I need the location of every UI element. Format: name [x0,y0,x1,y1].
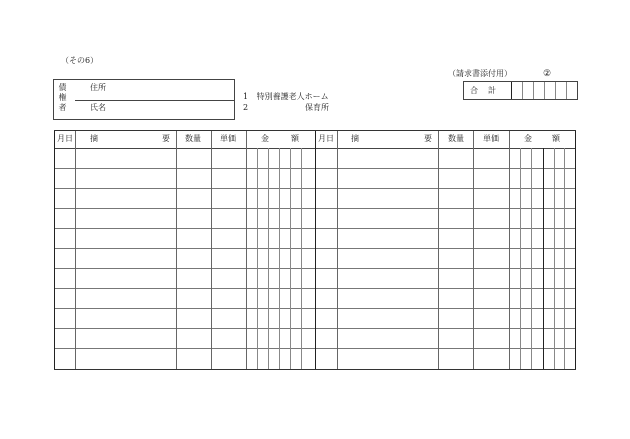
column-line [75,131,76,369]
digit-line [279,148,280,369]
header-date: 月日 [318,134,334,143]
creditor-label-char: 権 [58,93,67,102]
creditor-divider [75,100,234,101]
total-label-right: 計 [488,86,496,95]
header-amount-left: 金 [524,134,532,143]
header-quantity: 数量 [448,134,464,143]
entries-table [54,130,576,370]
total-digit-line [544,82,545,99]
digit-line-thousands [543,148,544,369]
total-digit-line [566,82,567,99]
column-line [246,131,247,369]
creditor-label [58,83,67,113]
facility-type-number: 1 [243,92,249,101]
header-unit-price: 単価 [220,134,236,143]
table-center-divider [315,131,316,369]
creditor-label-char: 債 [58,83,67,92]
facility-type-text: 保育所 [305,103,329,112]
header-summary-right: 要 [162,134,170,143]
header-quantity: 数量 [185,134,201,143]
digit-line [564,148,565,369]
header-amount-left: 金 [261,134,269,143]
digit-line [301,148,302,369]
facility-type-text: 特別養護老人ホーム [256,92,329,101]
header-amount-right: 額 [552,134,560,143]
form-number: （その6） [61,56,99,65]
attachment-note: （請求書添付用） [448,69,512,78]
name-label: 氏名 [90,103,106,112]
header-summary-left: 摘 [90,134,98,143]
total-label-left: 合 [470,86,478,95]
header-date: 月日 [57,134,73,143]
total-digit-line [533,82,534,99]
total-digit-line [522,82,523,99]
address-label: 住所 [90,83,106,92]
digit-line [290,148,291,369]
page-marker: ② [543,69,552,79]
column-line [438,131,439,369]
table-right-border [575,131,576,369]
facility-type-number: 2 [243,103,249,112]
column-line [473,131,474,369]
facility-type-2 [243,103,333,113]
total-divider [511,82,512,99]
header-unit-price: 単価 [483,134,499,143]
digit-line [520,148,521,369]
digit-line [257,148,258,369]
table-left-border [54,131,55,369]
digit-line [531,148,532,369]
digit-line [554,148,555,369]
total-box [463,81,578,100]
header-summary-right: 要 [424,134,432,143]
facility-type-1 [243,92,329,102]
header-summary-left: 摘 [351,134,359,143]
creditor-box [53,79,235,120]
total-digit-line [555,82,556,99]
column-line [337,131,338,369]
column-line [211,131,212,369]
digit-line [268,148,269,369]
header-amount-right: 額 [291,134,299,143]
column-line [176,131,177,369]
creditor-label-char: 者 [58,103,67,112]
column-line [509,131,510,369]
